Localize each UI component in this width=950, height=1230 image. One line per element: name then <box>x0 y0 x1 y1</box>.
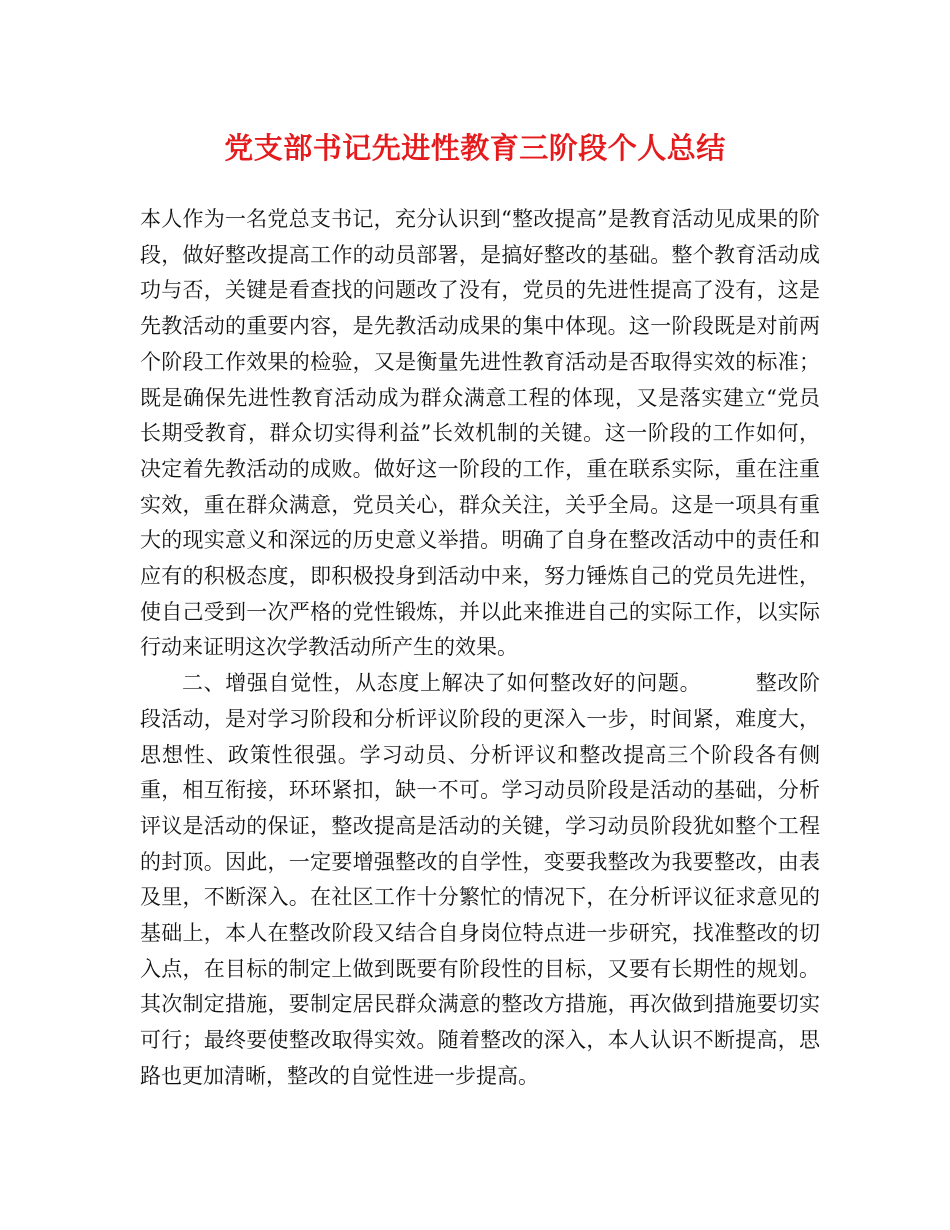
body-paragraph-2: 二、增强自觉性，从态度上解决了如何整改好的问题。 整改阶段活动，是对学习阶段和分析评议阶段的更深入一步，时间紧，难度大，思想性、政策性很强。学习动员、分析评议和整改提高三个阶段各有侧重，相互衔接，环环紧扣，缺一不可。学习动员阶段是活动的基础，分析评议是活动的保证，整改提高是活动的关键，学习动员阶段犹如整个工程的封顶。因此，一定要增强整改的自学性，变要我整改为我要整改，由表及里，不断深入。在社区工作十分繁忙的情况下，在分析评议征求意见的基础上，本人在整改阶段又结合自身岗位特点进一步研究，找准整改的切入点，在目标的制定上做到既要有阶段性的目标，又要有长期性的规划。其次制定措施，要制定居民群众满意的整改方措施，再次做到措施要切实可行；最终要使整改取得实效。随着整改的深入，本人认识不断提高，思路也更加清晰，整改的自觉性进一步提高。 <box>140 671 820 1088</box>
document-body <box>140 202 820 1095</box>
document-title: 党支部书记先进性教育三阶段个人总结 <box>224 131 726 165</box>
body-paragraph-1: 本人作为一名党总支书记，充分认识到“整改提高”是教育活动见成果的阶段，做好整改提高工作的动员部署，是搞好整改的基础。整个教育活动成功与否，关键是看查找的问题改了没有，党员的先进性提高了没有，这是先教活动的重要内容，是先教活动成果的集中体现。这一阶段既是对前两个阶段工作效果的检验，又是衡量先进性教育活动是否取得实效的标准；既是确保先进性教育活动成为群众满意工程的体现，又是落实建立“党员长期受教育，群众切实得利益”长效机制的关键。这一阶段的工作如何，决定着先教活动的成败。做好这一阶段的工作，重在联系实际，重在注重实效，重在群众满意，党员关心，群众关注，关乎全局。这是一项具有重大的现实意义和深远的历史意义举措。明确了自身在整改活动中的责任和应有的积极态度，即积极投身到活动中来，努力锤炼自己的党员先进性，使自己受到一次严格的党性锻炼，并以此来推进自己的实际工作，以实际行动来证明这次学教活动所产生的效果。 <box>140 207 820 660</box>
